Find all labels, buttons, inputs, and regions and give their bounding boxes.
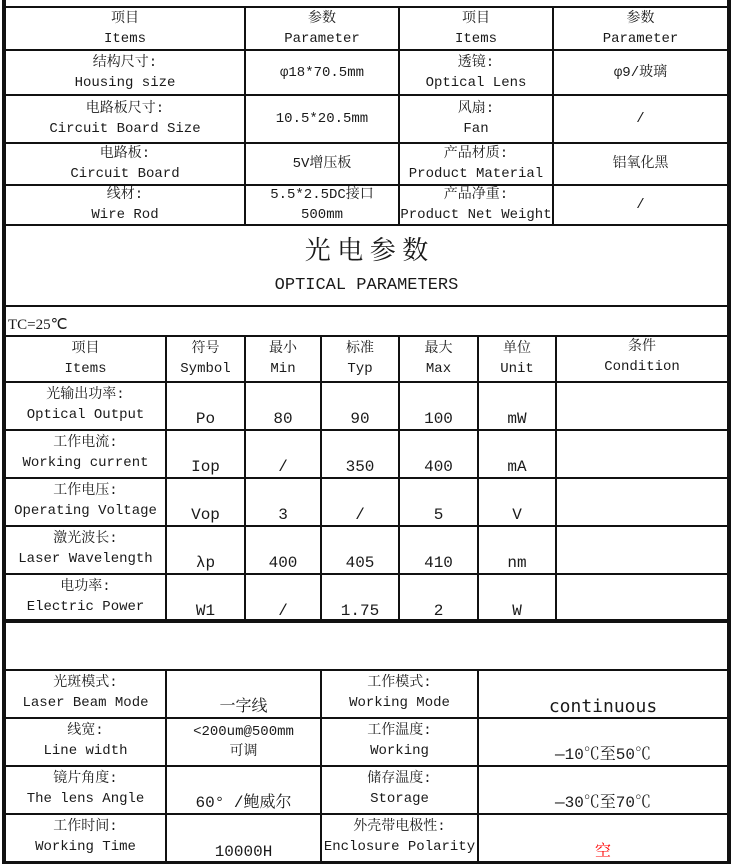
header-cn: 最小 — [269, 341, 297, 357]
min-value: / — [278, 458, 288, 476]
optical-min-cell — [244, 525, 322, 575]
header-en: Items — [64, 361, 107, 377]
spec-value — [244, 94, 400, 144]
label-cn: 电功率: — [60, 579, 111, 595]
label-en: Working — [370, 743, 429, 759]
label-cn: 光输出功率: — [46, 387, 125, 403]
label-en: Fan — [463, 121, 489, 137]
label-en: Housing size — [74, 74, 176, 91]
optical-header-max — [398, 335, 479, 383]
spec-label — [4, 142, 246, 186]
other-value — [477, 717, 729, 767]
unit-value: mA — [507, 458, 527, 476]
header-cn: 符号 — [191, 341, 220, 357]
value: <200um@500mm — [193, 724, 294, 740]
optical-condition-cell — [555, 573, 729, 623]
sym-value: Iop — [191, 458, 220, 476]
value: 10000H — [214, 843, 273, 861]
value: φ9/玻璃 — [613, 64, 668, 81]
label-en: The lens Angle — [26, 791, 145, 807]
label-en: Working Mode — [349, 695, 450, 711]
optical-header-items — [4, 335, 167, 383]
other-label — [320, 813, 479, 864]
spec-label — [4, 184, 246, 226]
optical-header-symbol — [165, 335, 246, 383]
sym-value: λp — [195, 554, 216, 572]
optical-sym-cell — [165, 429, 246, 479]
header-parameter — [552, 6, 729, 51]
header-en: Unit — [500, 361, 534, 377]
optical-typ-cell — [320, 429, 400, 479]
max-value: 410 — [424, 554, 453, 572]
other-value — [165, 765, 322, 815]
optical-min-cell — [244, 381, 322, 431]
value-line2: 500mm — [300, 207, 343, 223]
label-cn: 电路板尺寸: — [85, 101, 165, 117]
optical-typ-cell — [320, 573, 400, 623]
optical-max-cell — [398, 525, 479, 575]
other-value — [165, 717, 322, 767]
other-value — [165, 813, 322, 864]
other-value — [477, 813, 729, 864]
other-value — [477, 669, 729, 719]
label-en: Working current — [22, 455, 149, 471]
optical-header-typ — [320, 335, 400, 383]
label-en: Circuit Board Size — [49, 121, 201, 137]
typ-value: / — [355, 506, 365, 524]
label-en: Line width — [43, 743, 128, 759]
typ-value: 350 — [345, 458, 375, 476]
spec-value — [552, 184, 729, 226]
optical-title-cn: 光 电 参 数 — [304, 235, 429, 265]
header-cn: 项目 — [462, 10, 490, 27]
label-cn: 工作时间: — [53, 819, 118, 835]
label-en: Storage — [370, 791, 429, 807]
optical-sym-cell — [165, 477, 246, 527]
other-value — [477, 765, 729, 815]
optical-max-cell — [398, 477, 479, 527]
min-value: 3 — [278, 506, 288, 524]
spec-value — [552, 94, 729, 144]
header-cn: 项目 — [71, 341, 100, 357]
label-en: Wire Rod — [91, 207, 159, 223]
label-en: Electric Power — [26, 599, 145, 615]
other-label — [4, 765, 167, 815]
unit-value: mW — [507, 410, 527, 428]
header-items — [4, 6, 246, 51]
label-cn: 工作电流: — [53, 435, 118, 451]
optical-row-label — [4, 525, 167, 575]
value: 5.5*2.5DC接口 — [270, 187, 374, 203]
optical-row-label — [4, 381, 167, 431]
optical-unit-cell — [477, 477, 557, 527]
optical-sym-cell — [165, 573, 246, 623]
value: / — [636, 197, 645, 213]
label-en: Laser Beam Mode — [22, 695, 149, 711]
label-cn: 结构尺寸: — [92, 54, 158, 71]
spec-label — [398, 94, 554, 144]
header-cn: 参数 — [626, 10, 655, 27]
other-value — [165, 669, 322, 719]
optical-typ-cell — [320, 381, 400, 431]
spec-value — [244, 184, 400, 226]
optical-sym-cell — [165, 381, 246, 431]
spec-label — [4, 49, 246, 96]
optical-typ-cell — [320, 477, 400, 527]
value-line2: 可调 — [229, 744, 258, 760]
label-cn: 产品材质: — [443, 146, 509, 162]
header-cn: 项目 — [111, 10, 139, 27]
value: 5V增压板 — [292, 156, 352, 172]
label-cn: 工作模式: — [367, 675, 432, 691]
sym-value: Po — [195, 410, 216, 428]
optical-condition-cell — [555, 381, 729, 431]
optical-header-unit — [477, 335, 557, 383]
other-label — [4, 717, 167, 767]
header-en: Symbol — [180, 361, 231, 377]
optical-header-condition — [555, 335, 729, 383]
optical-row-label — [4, 573, 167, 623]
optical-condition-cell — [555, 477, 729, 527]
condition-label — [4, 305, 729, 337]
label-en: Enclosure Polarity — [323, 839, 476, 855]
typ-value: 405 — [345, 554, 375, 572]
label-cn: 工作电压: — [53, 483, 118, 499]
other-label — [320, 765, 479, 815]
spec-label — [4, 94, 246, 144]
optical-condition-cell — [555, 525, 729, 575]
optical-min-cell — [244, 477, 322, 527]
spec-label — [398, 184, 554, 226]
optical-unit-cell — [477, 429, 557, 479]
value: φ18*70.5mm — [279, 64, 364, 81]
label-cn: 储存温度: — [367, 771, 432, 787]
label-cn: 透镜: — [457, 54, 495, 71]
label-en: Optical Lens — [425, 74, 527, 91]
optical-min-cell — [244, 429, 322, 479]
spec-value — [244, 49, 400, 96]
optical-max-cell — [398, 573, 479, 623]
header-cn: 最大 — [424, 341, 453, 357]
min-value: 80 — [273, 410, 293, 428]
label-cn: 激光波长: — [53, 531, 118, 547]
sym-value: Vop — [191, 506, 220, 524]
label-en: Product Material — [408, 166, 544, 182]
blank-row — [4, 619, 729, 671]
value: —30℃至70℃ — [554, 794, 651, 812]
label-cn: 风扇: — [457, 101, 495, 117]
optical-sym-cell — [165, 525, 246, 575]
optical-title-en: OPTICAL PARAMETERS — [274, 276, 459, 296]
header-en: Items — [454, 30, 497, 47]
spec-value — [552, 142, 729, 186]
optical-min-cell — [244, 573, 322, 623]
optical-unit-cell — [477, 381, 557, 431]
value: 一字线 — [219, 698, 268, 716]
label-cn: 产品净重: — [443, 187, 509, 203]
header-parameter — [244, 6, 400, 51]
max-value: 2 — [433, 602, 444, 620]
value: 空 — [594, 843, 611, 861]
optical-row-label — [4, 477, 167, 527]
label-en: Working Time — [35, 839, 136, 855]
spec-label — [398, 142, 554, 186]
label-en: Operating Voltage — [14, 503, 157, 519]
optical-condition-cell — [555, 429, 729, 479]
max-value: 5 — [433, 506, 444, 524]
header-en: Condition — [604, 359, 680, 375]
header-cn: 参数 — [308, 10, 336, 27]
condition-text: TC=25℃ — [8, 317, 68, 333]
header-en: Parameter — [602, 30, 679, 47]
label-cn: 线材: — [106, 187, 144, 203]
label-cn: 电路板: — [99, 146, 151, 162]
unit-value: V — [512, 506, 522, 524]
header-cn: 单位 — [503, 341, 531, 357]
label-en: Circuit Board — [70, 166, 180, 182]
label-en: Laser Wavelength — [18, 551, 153, 567]
header-en: Max — [425, 361, 452, 377]
sym-value: W1 — [195, 602, 216, 620]
header-items — [398, 6, 554, 51]
unit-value: nm — [507, 554, 527, 572]
label-cn: 镜片角度: — [53, 771, 118, 787]
value: / — [636, 111, 645, 127]
optical-unit-cell — [477, 573, 557, 623]
typ-value: 90 — [350, 410, 370, 428]
typ-value: 1.75 — [340, 602, 380, 620]
optical-max-cell — [398, 429, 479, 479]
max-value: 400 — [424, 458, 453, 476]
value: 铝氧化黑 — [612, 156, 669, 172]
header-cn: 标准 — [346, 341, 374, 357]
unit-value: W — [512, 602, 522, 620]
optical-title-block — [4, 224, 729, 307]
value: 60° /鲍威尔 — [195, 794, 292, 812]
optical-unit-cell — [477, 525, 557, 575]
label-cn: 外壳带电极性: — [353, 819, 446, 835]
other-label — [320, 669, 479, 719]
optical-typ-cell — [320, 525, 400, 575]
label-cn: 光斑模式: — [53, 675, 118, 691]
optical-max-cell — [398, 381, 479, 431]
other-label — [4, 813, 167, 864]
label-cn: 线宽: — [67, 723, 104, 739]
value: continuous — [548, 696, 658, 717]
header-en: Items — [103, 30, 146, 47]
header-en: Parameter — [284, 30, 360, 47]
label-en: Product Net Weight — [400, 207, 552, 223]
value: —10℃至50℃ — [554, 746, 651, 764]
header-en: Min — [270, 361, 296, 377]
label-en: Optical Output — [26, 407, 145, 423]
max-value: 100 — [424, 410, 453, 428]
spec-value — [552, 49, 729, 96]
spec-value — [244, 142, 400, 186]
header-en: Typ — [347, 361, 373, 377]
spec-label — [398, 49, 554, 96]
label-cn: 工作温度: — [367, 723, 432, 739]
min-value: 400 — [268, 554, 298, 572]
optical-header-min — [244, 335, 322, 383]
optical-row-label — [4, 429, 167, 479]
min-value: / — [278, 602, 288, 620]
header-cn: 条件 — [628, 339, 656, 355]
other-label — [320, 717, 479, 767]
other-label — [4, 669, 167, 719]
value: 10.5*20.5mm — [275, 111, 369, 127]
